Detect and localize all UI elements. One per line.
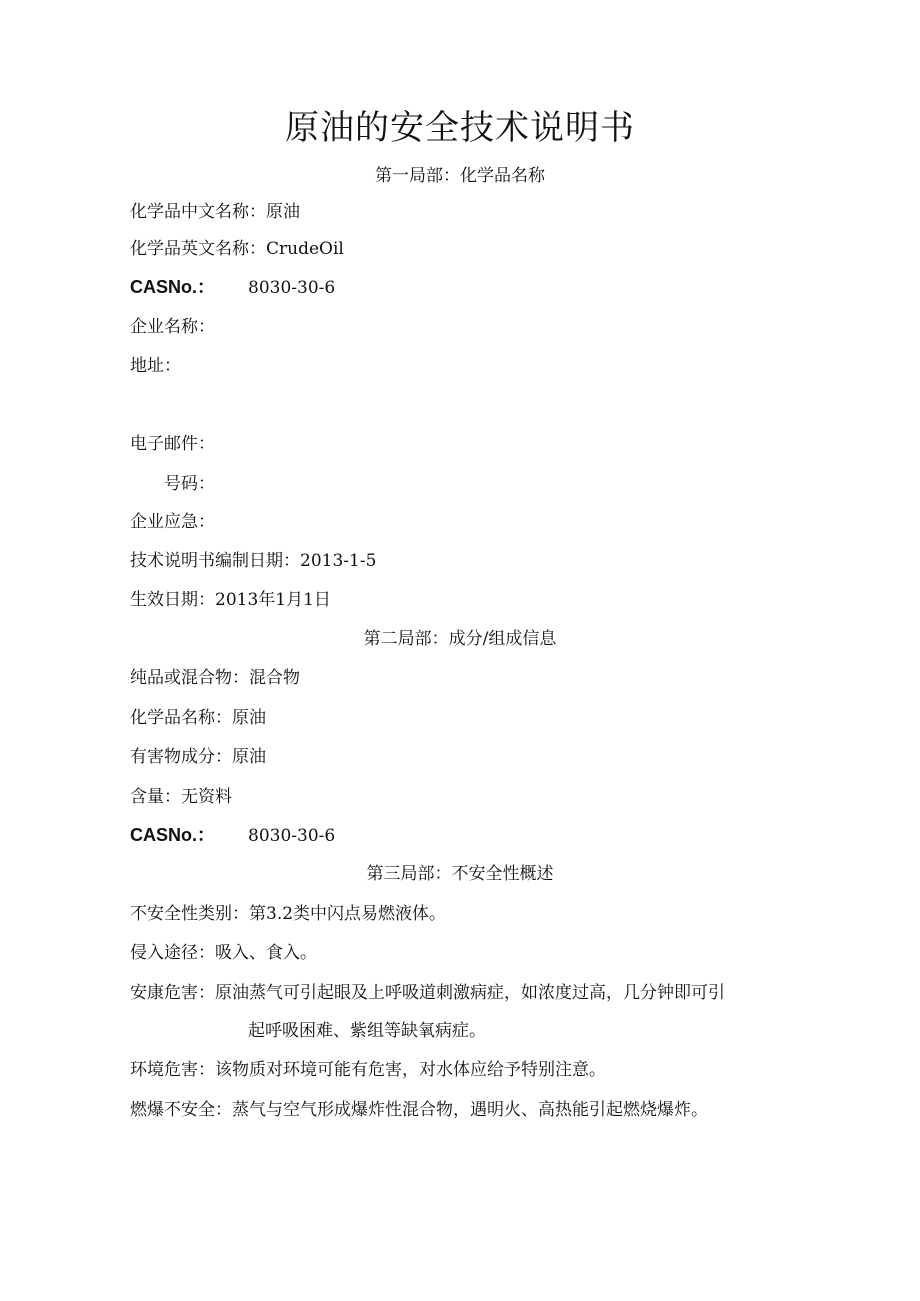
hazard-category-line: 不安全性类别：第3.2类中闪点易燃液体。 bbox=[130, 904, 447, 924]
english-name-line: 化学品英文名称：CrudeOil bbox=[130, 239, 344, 259]
effective-date-line: 生效日期：2013年1月1日 bbox=[130, 590, 331, 610]
content-line: 含量：无资料 bbox=[130, 787, 232, 807]
section-3-heading: 第三局部：不安全性概述 bbox=[366, 864, 554, 884]
explosion-hazard-line: 燃爆不安全：蒸气与空气形成爆炸性混合物，遇明火、高热能引起燃烧爆炸。 bbox=[130, 1100, 708, 1120]
cas-value: 8030-30-6 bbox=[248, 826, 336, 846]
company-name-line: 企业名称： bbox=[130, 317, 215, 337]
chinese-name-line: 化学品中文名称：原油 bbox=[130, 202, 300, 222]
email-line: 电子邮件： bbox=[130, 434, 215, 454]
cas-number-line bbox=[130, 275, 335, 300]
environment-hazard-line: 环境危害：该物质对环境可能有危害，对水体应给予特别注意。 bbox=[130, 1060, 606, 1080]
cas-label: CASNo.： bbox=[130, 825, 215, 845]
cas-value: 8030-30-6 bbox=[248, 278, 336, 298]
compile-date-line: 技术说明书编制日期：2013-1-5 bbox=[130, 551, 377, 571]
phone-line: 号码： bbox=[164, 474, 215, 494]
cas-number-line-2 bbox=[130, 823, 335, 848]
document-title: 原油的安全技术说明书 bbox=[285, 108, 635, 148]
address-line: 地址： bbox=[130, 356, 181, 376]
hazard-component-line: 有害物成分：原油 bbox=[130, 747, 266, 767]
health-hazard-line: 安康危害：原油蒸气可引起眼及上呼吸道刺激病症，如浓度过高，几分钟即可引 bbox=[130, 983, 725, 1003]
section-2-heading: 第二局部：成分/组成信息 bbox=[363, 629, 557, 649]
purity-line: 纯品或混合物：混合物 bbox=[130, 668, 300, 688]
section-1-heading: 第一局部：化学品名称 bbox=[375, 166, 545, 186]
emergency-line: 企业应急： bbox=[130, 512, 215, 532]
chemical-name-line: 化学品名称：原油 bbox=[130, 708, 266, 728]
health-hazard-continuation: 起呼吸困难、紫组等缺氧病症。 bbox=[248, 1021, 486, 1041]
cas-label: CASNo.： bbox=[130, 277, 215, 297]
entry-route-line: 侵入途径：吸入、食入。 bbox=[130, 943, 317, 963]
